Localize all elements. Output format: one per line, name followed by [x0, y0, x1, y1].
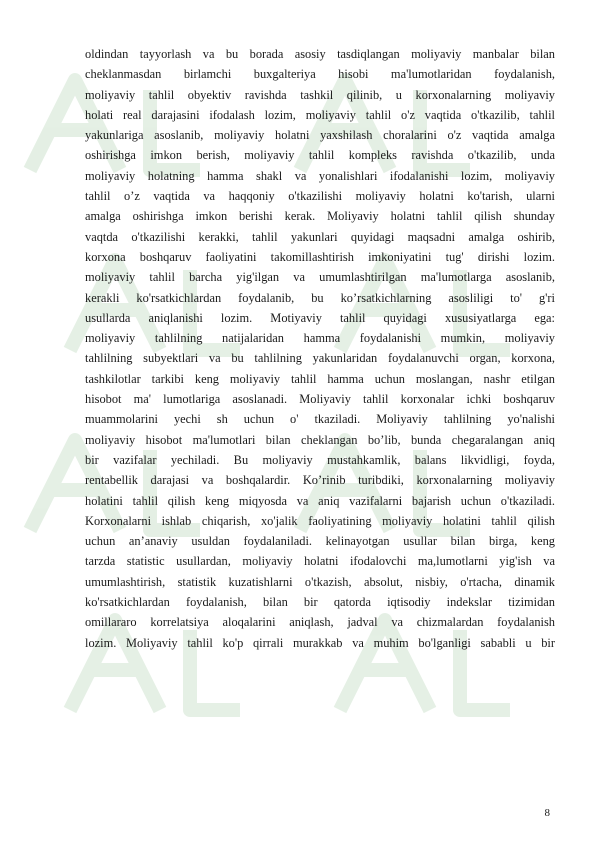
- text-line: holatini tahlil qilish keng miqyosda va aniq vazifalarni bajarish uchun o'tkaziladi.: [85, 493, 555, 508]
- text-line: ko'rsatkichlardan foydalanish, bilan bir qatorda iqtisodiy indekslar tizimidan: [85, 595, 555, 610]
- text-line: oshirishga imkon berish, moliyaviy tahlil kompleks ravishda o'tkazilib, unda: [85, 148, 555, 163]
- text-line: usullarda aniqlanishi lozim. Motiyaviy tahlil quyidagi xususiyatlarga ega:: [85, 310, 555, 325]
- text-line: tahlilning subyektlari va bu tahlilning yakunlaridan foydalanuvchi organ, korxona,: [85, 351, 555, 366]
- text-line: yakunlariga asoslanib, moliyaviy holatni yaxshilash choralarini o'z vaqtida amalga: [85, 128, 555, 143]
- text-line: vaqtda o'tkazilishi kerakki, tahlil yakunlari quyidagi maqsadni amalga oshirib,: [85, 229, 555, 244]
- text-line: tashkilotlar tarkibi keng moliyaviy tahlil hamma uchun moslangan, nashr etilgan: [85, 371, 555, 386]
- text-line: moliyaviy holatning hamma shakl va yonalishlari ifodalanishi lozim, moliyaviy: [85, 168, 555, 183]
- text-line: lozim. Moliyaviy tahlil ko'p qirrali murakkab va muhim bo'lganligi sababli u bir: [85, 635, 555, 650]
- text-line: moliyaviy tahlilning natijalaridan hamma foydalanishi mumkin, moliyaviy: [85, 331, 555, 346]
- text-line: muammolarini yechi sh uchun o' tkaziladi. Moliyaviy tahlilning yo'nalishi: [85, 412, 555, 427]
- page-number: 8: [544, 807, 550, 819]
- text-line: Korxonalarni ishlab chiqarish, xo'jalik faoliyatining moliyaviy holatini tahlil qilish: [85, 513, 555, 528]
- text-line: kerakli ko'rsatkichlardan foydalanib, bu ko’rsatkichlarning asosliligi to' g'ri: [85, 290, 555, 305]
- text-line: omillararo korrelatsiya aloqalarini aniqlash, jadval va chizmalardan foydalanish: [85, 615, 555, 630]
- text-line: rentabellik darajasi va boshqalardir. Ko’rinib turibdiki, korxonalarning moliyaviy: [85, 473, 555, 488]
- text-line: bir vazifalar yechiladi. Bu moliyaviy mustahkamlik, balans likvidligi, foyda,: [85, 452, 555, 467]
- document-body: [85, 44, 555, 653]
- text-line: cheklanmasdan birlamchi buxgalteriya hisobi ma'lumotlaridan foydalanish,: [85, 67, 555, 82]
- text-line: oldindan tayyorlash va bu borada asosiy tasdiqlangan moliyaviy manbalar bilan: [85, 47, 555, 61]
- text-line: korxona boshqaruv faoliyatini takomillashtirish imkoniyatini tug' dirishi lozim.: [85, 249, 555, 264]
- text-line: moliyaviy tahlil barcha yig'ilgan va umumlashtirilgan ma'lumotlarga asoslanib,: [85, 270, 555, 285]
- text-line: uchun an’anaviy usuldan foydalaniladi. kelinayotgan usullar bilan birga, keng: [85, 534, 555, 549]
- text-line: moliyaviy hisobot ma'lumotlari bilan cheklangan bo’lib, bunda chegaralangan aniq: [85, 432, 555, 447]
- text-line: holati real darajasini ifodalash lozim, moliyaviy tahlil o'z vaqtida o'tkazilib, tahlil: [85, 107, 555, 122]
- text-line: moliyaviy tahlil obyektiv ravishda tashkil qilinib, u korxonalarning moliyaviy: [85, 87, 555, 102]
- text-line: amalga oshirishga imkon berishi kerak. Moliyaviy holatni tahlil qilish shunday: [85, 209, 555, 224]
- text-line: tahlil o’z vaqtida va haqqoniy o'tkazilishi moliyaviy holatni ko'tarish, ularni: [85, 189, 555, 204]
- text-line: hisobot ma' lumotlariga asoslanadi. Moliyaviy tahlil korxonalar ichki boshqaruv: [85, 392, 555, 407]
- text-line: umumlashtirish, statistik kuzatishlarni o'tkazish, absolut, nisbiy, o'rtacha, dinamik: [85, 574, 555, 589]
- text-line: tarzda statistic usullardan, moliyaviy holatni ifodalovchi ma,lumotlarni yig'ish va: [85, 554, 555, 569]
